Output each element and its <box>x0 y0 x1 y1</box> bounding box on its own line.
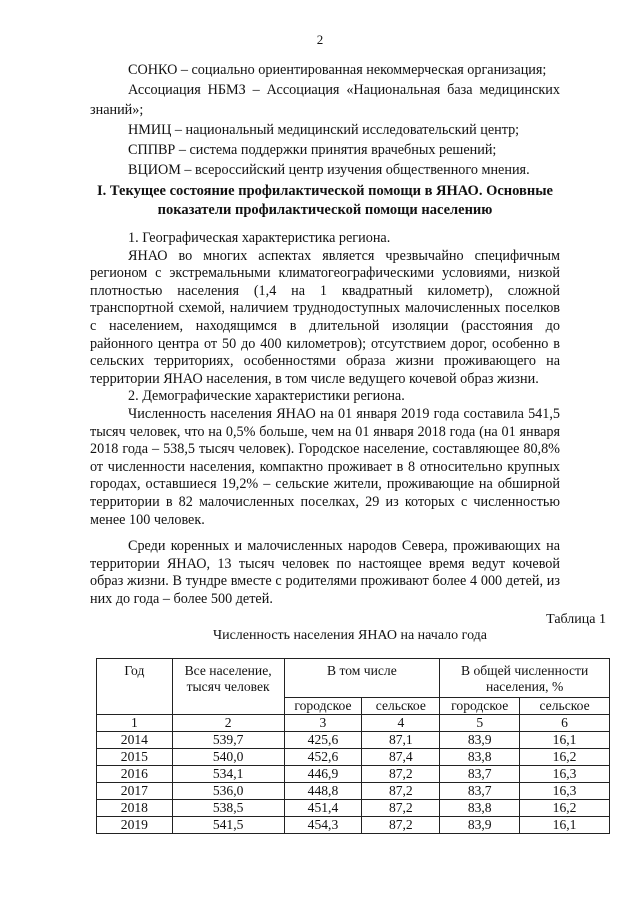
cell-rural: 87,2 <box>362 817 440 834</box>
cell-urban-pct: 83,8 <box>440 800 520 817</box>
column-number: 2 <box>172 715 284 732</box>
table-row <box>97 766 610 783</box>
column-number: 3 <box>284 715 362 732</box>
cell-rural: 87,2 <box>362 766 440 783</box>
cell-urban: 452,6 <box>284 749 362 766</box>
header-year: Год <box>97 659 173 715</box>
cell-year: 2019 <box>97 817 173 834</box>
abbreviations-list <box>90 60 560 180</box>
column-number: 5 <box>440 715 520 732</box>
cell-year: 2017 <box>97 783 173 800</box>
cell-urban-pct: 83,7 <box>440 766 520 783</box>
cell-year: 2018 <box>97 800 173 817</box>
section-title: I. Текущее состояние профилактической помощи в ЯНАО. Основные показатели профилактической помощи населению <box>97 183 553 218</box>
cell-urban-pct: 83,9 <box>440 732 520 749</box>
cell-urban: 448,8 <box>284 783 362 800</box>
abbreviation-item: Ассоциация НБМЗ – Ассоциация «Национальная база медицинских знаний»; <box>90 82 560 118</box>
table-row <box>97 732 610 749</box>
table-caption: Таблица 1 <box>546 612 606 627</box>
abbreviation-item: ВЦИОМ – всероссийский центр изучения общественного мнения. <box>128 162 530 178</box>
cell-total: 541,5 <box>172 817 284 834</box>
abbreviation-item: НМИЦ – национальный медицинский исследовательский центр; <box>128 122 520 138</box>
table-row <box>97 749 610 766</box>
column-number: 1 <box>97 715 173 732</box>
paragraph: 2. Демографические характеристики региона. <box>128 388 405 405</box>
cell-rural-pct: 16,1 <box>520 732 610 749</box>
cell-urban: 425,6 <box>284 732 362 749</box>
cell-urban: 446,9 <box>284 766 362 783</box>
header-rural-pct: сельское <box>520 698 610 715</box>
header-share: В общей численности населения, % <box>440 659 610 698</box>
cell-rural-pct: 16,1 <box>520 817 610 834</box>
cell-total: 536,0 <box>172 783 284 800</box>
cell-rural-pct: 16,3 <box>520 783 610 800</box>
cell-rural: 87,2 <box>362 783 440 800</box>
column-number: 6 <box>520 715 610 732</box>
cell-total: 539,7 <box>172 732 284 749</box>
paragraph: Среди коренных и малочисленных народов Севера, проживающих на территории ЯНАО, 13 тысяч человек по настоящее время ведут кочевой образ жизни. В тундре вместе с родителями проживают более 4 000 детей, из них до года – более 500 детей. <box>90 538 560 607</box>
cell-urban: 451,4 <box>284 800 362 817</box>
column-number: 4 <box>362 715 440 732</box>
table-title: Численность населения ЯНАО на начало года <box>213 628 487 643</box>
header-urban: городское <box>284 698 362 715</box>
cell-total: 534,1 <box>172 766 284 783</box>
cell-year: 2015 <box>97 749 173 766</box>
cell-urban: 454,3 <box>284 817 362 834</box>
header-total: Все население, тысяч человек <box>172 659 284 715</box>
page-number: 2 <box>316 32 324 47</box>
paragraph: ЯНАО во многих аспектах является чрезвычайно специфичным регионом с экстремальными климатогеографическими условиями, низкой плотностью населения (1,4 на 1 квадратный километр), сложной транспортной схемой, наличием труднодоступных малочисленных поселков с населением, находящимся в длительной изоляции (расстояния до районного центра от 50 до 400 километров); отсутствием дорог, особенно в сельских территориях, особенностями образа жизни проживающего на территории ЯНАО населения, в том числе ведущего кочевой образ жизни. <box>90 247 560 387</box>
cell-rural: 87,4 <box>362 749 440 766</box>
population-table <box>96 658 610 834</box>
cell-rural: 87,2 <box>362 800 440 817</box>
cell-rural-pct: 16,3 <box>520 766 610 783</box>
cell-year: 2016 <box>97 766 173 783</box>
paragraph: Численность населения ЯНАО на 01 января 2019 года составила 541,5 тысяч человек, что на 0,5% больше, чем на 01 января 2018 года (на 01 января 2018 года – 538,5 тысяч человек). Городское население, составляющее 80,8% от численности населения, компактно проживает в 8 относительно крупных городах, оставшиеся 19,2% – сельские жители, проживающие на обширной территории в 82 малочисленных поселках, 29 из которых с численностью менее 100 человек. <box>90 405 560 528</box>
cell-urban-pct: 83,8 <box>440 749 520 766</box>
abbreviation-item: СОНКО – социально ориентированная некоммерческая организация; <box>128 62 547 78</box>
cell-rural: 87,1 <box>362 732 440 749</box>
cell-rural-pct: 16,2 <box>520 749 610 766</box>
table-row <box>97 783 610 800</box>
cell-total: 538,5 <box>172 800 284 817</box>
cell-rural-pct: 16,2 <box>520 800 610 817</box>
cell-year: 2014 <box>97 732 173 749</box>
header-rural: сельское <box>362 698 440 715</box>
cell-urban-pct: 83,9 <box>440 817 520 834</box>
header-including: В том числе <box>284 659 440 698</box>
header-urban-pct: городское <box>440 698 520 715</box>
cell-total: 540,0 <box>172 749 284 766</box>
table-row <box>97 817 610 834</box>
table-row <box>97 800 610 817</box>
paragraph: 1. Географическая характеристика региона. <box>128 230 391 246</box>
body-text <box>90 230 560 608</box>
cell-urban-pct: 83,7 <box>440 783 520 800</box>
abbreviation-item: СППВР – система поддержки принятия врачебных решений; <box>128 142 497 158</box>
